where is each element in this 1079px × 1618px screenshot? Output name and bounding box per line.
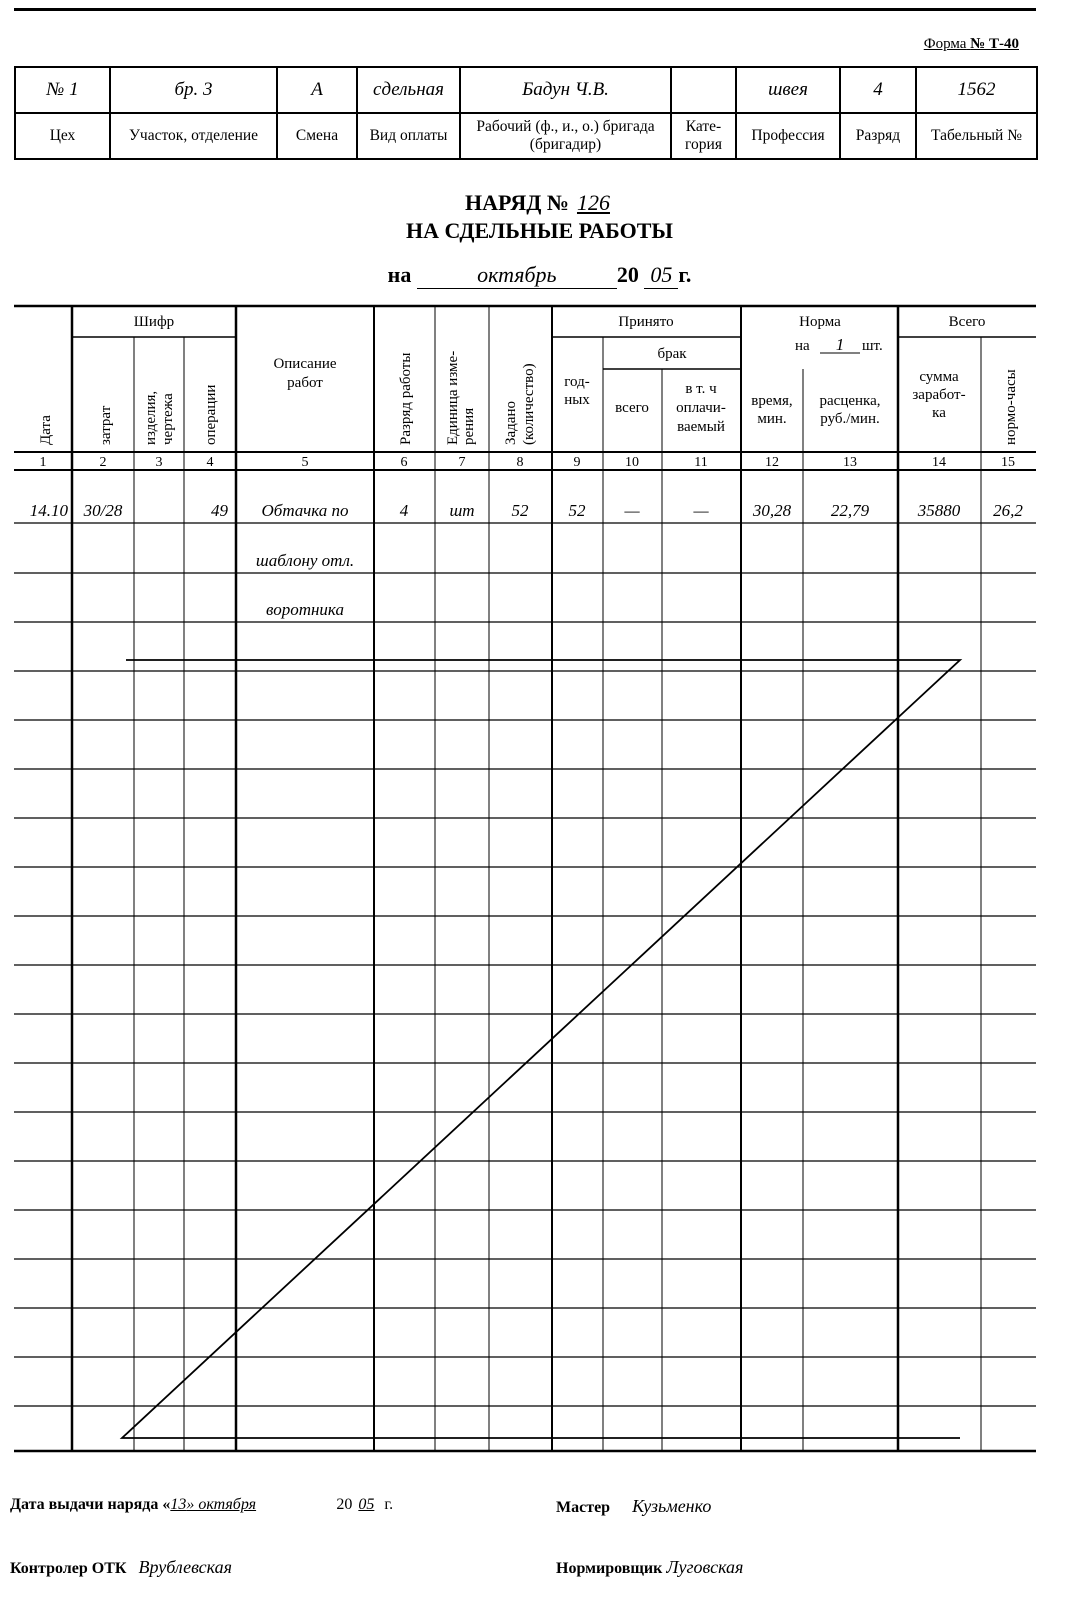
issue-date-label: Дата выдачи наряда « xyxy=(10,1496,171,1513)
row-normochasy: 26,2 xyxy=(993,501,1023,520)
row-zadano: 52 xyxy=(511,501,529,520)
col-vremya-1: время, xyxy=(751,393,793,409)
col-razryad: Разряд работы xyxy=(398,352,414,445)
master-name: Кузьменко xyxy=(632,1496,712,1516)
normirovshchik-line xyxy=(556,1557,743,1578)
row-date: 14.10 xyxy=(29,501,68,520)
col-num-12: 12 xyxy=(765,455,779,470)
col-edinitsa-2: рения xyxy=(461,407,477,445)
row-godnyh: 52 xyxy=(568,501,586,520)
row-brak-opl: — xyxy=(693,501,709,520)
col-num-15: 15 xyxy=(1001,455,1015,470)
order-number: 126 xyxy=(576,190,610,215)
col-num-14: 14 xyxy=(932,455,946,470)
shift-value: А xyxy=(277,67,357,113)
normirovshchik-label: Нормировщик xyxy=(556,1560,663,1577)
col-normochasy: нормо-часы xyxy=(1003,369,1019,445)
order-subtitle: НА СДЕЛЬНЫЕ РАБОТЫ xyxy=(406,218,673,243)
worker-value: Бадун Ч.В. xyxy=(460,67,671,113)
col-num-8: 8 xyxy=(516,455,524,470)
period-g: г. xyxy=(678,262,692,287)
col-brak-vsego: всего xyxy=(615,400,649,416)
row-description-2: шаблону отл. xyxy=(255,551,355,570)
col-num-3: 3 xyxy=(155,455,163,470)
row-unit: шт xyxy=(449,501,475,520)
issue-g: г. xyxy=(384,1496,394,1513)
row-zatrat: 30/28 xyxy=(83,501,123,520)
col-summa-2: заработ- xyxy=(912,387,966,403)
row-summa: 35880 xyxy=(917,501,961,520)
grade-value: 4 xyxy=(840,67,916,113)
personnel-number-value: 1562 xyxy=(916,67,1037,113)
col-norma-qty: 1 xyxy=(835,335,845,354)
form-label: Форма xyxy=(923,36,967,52)
col-data: Дата xyxy=(38,415,54,445)
issue-month: » октября xyxy=(186,1496,257,1513)
row-brak-vsego: — xyxy=(624,501,640,520)
row-rastsenka: 22,79 xyxy=(830,501,870,520)
col-edinitsa-1: Единица изме- xyxy=(445,350,461,445)
master-label: Мастер xyxy=(556,1499,611,1516)
form-code: № Т-40 xyxy=(970,36,1019,52)
col-vremya-2: мин. xyxy=(757,411,787,427)
col-vtch-2: оплачи- xyxy=(676,400,726,416)
shift-label: Смена xyxy=(277,113,357,159)
order-title-prefix: НАРЯД № xyxy=(465,190,569,215)
col-num-10: 10 xyxy=(625,455,639,470)
col-num-9: 9 xyxy=(573,455,581,470)
otk-name: Врублевская xyxy=(138,1557,233,1577)
issue-day: 13 xyxy=(170,1496,187,1513)
col-godnyh-1: год- xyxy=(564,374,590,390)
col-zatrat: затрат xyxy=(98,405,114,445)
col-vtch-1: в т. ч xyxy=(685,381,717,397)
payment-type-value: сдельная xyxy=(357,67,460,113)
col-operatsii: операции xyxy=(203,384,219,445)
category-label: Кате-гория xyxy=(671,113,736,159)
personnel-number-label: Табельный № xyxy=(916,113,1037,159)
cancel-z-strike xyxy=(122,660,960,1438)
col-rastsenka-2: руб./мин. xyxy=(820,411,880,427)
period-year-prefix: 20 xyxy=(616,262,639,287)
worker-label: Рабочий (ф., и., о.) бригада (бригадир) xyxy=(460,113,671,159)
workshop-value: № 1 xyxy=(15,67,110,113)
col-num-5: 5 xyxy=(301,455,309,470)
col-izdeliya-1: изделия, xyxy=(143,390,159,445)
otk-label: Контролер ОТК xyxy=(10,1560,127,1577)
period-month: октябрь xyxy=(417,262,617,289)
col-num-11: 11 xyxy=(694,455,708,470)
normirovshchik-name: Луговская xyxy=(666,1557,744,1577)
payment-type-label: Вид оплаты xyxy=(357,113,460,159)
col-opisanie-1: Описание xyxy=(273,356,337,372)
col-norma-unit: шт. xyxy=(862,338,883,354)
profession-label: Профессия xyxy=(736,113,840,159)
col-brak: брак xyxy=(657,346,687,362)
issue-date-line xyxy=(10,1496,393,1514)
col-vtch-3: ваемый xyxy=(677,419,725,435)
col-zadano-2: (количество) xyxy=(521,363,537,445)
col-num-7: 7 xyxy=(458,455,466,470)
section-label: Участок, отделение xyxy=(110,113,277,159)
master-line xyxy=(556,1496,711,1517)
row-operatsii: 49 xyxy=(211,501,228,520)
row-razryad: 4 xyxy=(399,501,409,520)
col-zadano-1: Задано xyxy=(503,401,519,445)
col-num-4: 4 xyxy=(206,455,214,470)
col-vsego: Всего xyxy=(948,314,986,330)
col-num-6: 6 xyxy=(400,455,408,470)
issue-year: 05 xyxy=(358,1496,375,1513)
col-norma: Норма xyxy=(799,314,841,330)
row-vremya: 30,28 xyxy=(752,501,792,520)
col-shifr: Шифр xyxy=(133,314,175,330)
issue-year-prefix: 20 xyxy=(336,1496,353,1513)
row-description-3: воротника xyxy=(266,600,344,619)
row-description-1: Обтачка по xyxy=(261,501,349,520)
col-summa-3: ка xyxy=(932,405,946,421)
col-num-2: 2 xyxy=(99,455,107,470)
col-norma-na: на xyxy=(795,338,810,354)
col-num-1: 1 xyxy=(39,455,47,470)
col-godnyh-2: ных xyxy=(564,392,590,408)
col-prinyato: Принято xyxy=(618,314,674,330)
col-izdeliya-2: чертежа xyxy=(160,393,176,445)
otk-line xyxy=(10,1557,232,1578)
grade-label: Разряд xyxy=(840,113,916,159)
workshop-label: Цех xyxy=(15,113,110,159)
profession-value: швея xyxy=(736,67,840,113)
period-year: 05 xyxy=(644,262,678,289)
period-na: на xyxy=(387,262,412,287)
col-summa-1: сумма xyxy=(919,369,959,385)
col-num-13: 13 xyxy=(843,455,857,470)
section-value: бр. 3 xyxy=(110,67,277,113)
col-opisanie-2: работ xyxy=(287,375,323,391)
col-rastsenka-1: расценка, xyxy=(819,393,881,409)
